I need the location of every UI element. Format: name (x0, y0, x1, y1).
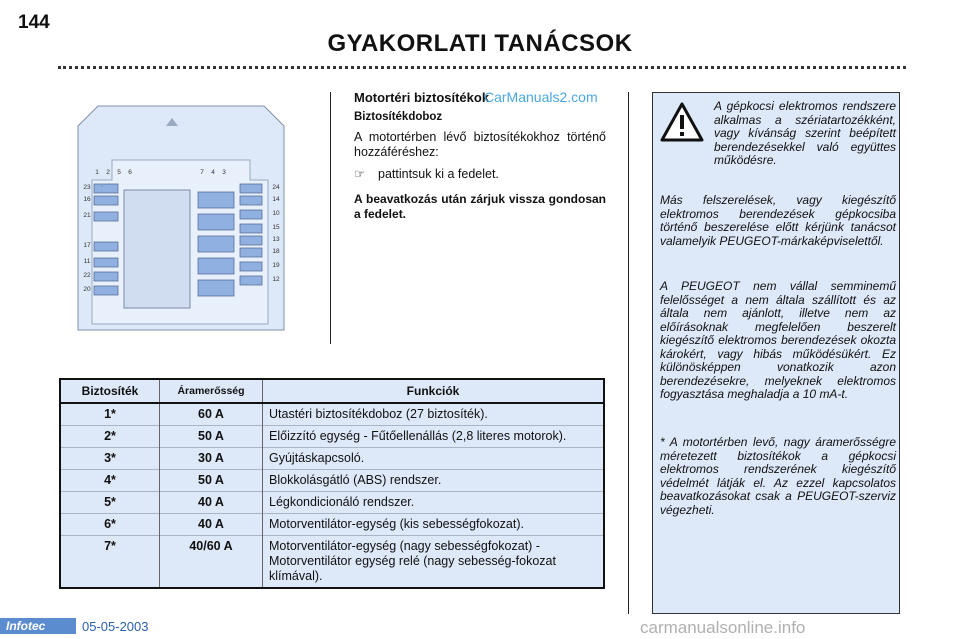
function-cell: Előizzító egység - Fűtőellenállás (2,8 literes motorok). (263, 426, 605, 448)
pointing-hand-icon: ☞ (354, 167, 366, 181)
fuse-number-left: 23 (83, 184, 91, 191)
fuse-right (240, 210, 262, 219)
fuse-number-left: 17 (83, 242, 91, 249)
section-heading: Motortéri biztosítékok (354, 90, 490, 105)
current-cell: 40 A (160, 514, 263, 536)
fuse-right (240, 248, 262, 257)
fuse-right (240, 224, 262, 233)
table-row (60, 536, 604, 589)
page-title: GYAKORLATI TANÁCSOK (327, 30, 633, 57)
table-row (60, 448, 604, 470)
fuse-left (94, 212, 118, 221)
step-item (354, 167, 606, 182)
fuse-number-left: 20 (83, 286, 91, 293)
warning-paragraph-2: Más felszerelések, vagy kiegészítő elektromos berendezések gépkocsiba történő beszerelése előtt kérjünk tanácsot valamelyik PEUGEOT-márkaképviselettől. (660, 193, 896, 248)
table-row (60, 403, 604, 426)
fuse-number-left: 16 (83, 196, 91, 203)
column-divider-right (628, 92, 629, 614)
fuse-cell: 7* (60, 536, 160, 589)
fuse-number-right: 12 (272, 276, 280, 283)
fuse-number-top: 1 (95, 169, 99, 176)
closing-note: A beavatkozás után zárjuk vissza gondosan a fedelet. (354, 192, 606, 221)
fuse-left (94, 272, 118, 281)
fuse-number-right: 13 (272, 236, 280, 243)
function-cell: Motorventilátor-egység (nagy sebességfokozat) - Motorventilátor egység relé (nagy sebesség-fokozat klímával). (263, 536, 605, 589)
current-cell: 30 A (160, 448, 263, 470)
table-row (60, 470, 604, 492)
fuse-right (240, 236, 262, 245)
fuse-cell: 6* (60, 514, 160, 536)
page-number: 144 (18, 12, 50, 33)
fuse-number-top: 2 (106, 169, 110, 176)
current-cell: 40/60 A (160, 536, 263, 589)
column-divider-left (330, 92, 331, 344)
fuse-right (240, 184, 262, 193)
header-current: Áramerősség (160, 379, 263, 403)
fuse-number-right: 14 (272, 196, 280, 203)
maxi-fuse (198, 236, 234, 252)
fuse-cell: 4* (60, 470, 160, 492)
main-fuse-block (124, 190, 190, 308)
current-cell: 50 A (160, 470, 263, 492)
fuse-right (240, 276, 262, 285)
fuse-number-top: 4 (211, 169, 215, 176)
dotted-rule (58, 66, 906, 69)
step-text: pattintsuk ki a fedelet. (378, 167, 499, 181)
fuse-number-top: 7 (200, 169, 204, 176)
infotec-logo: Infotec (0, 618, 76, 634)
footer-date: 05-05-2003 (82, 619, 149, 634)
fuse-cell: 5* (60, 492, 160, 514)
maxi-fuse (198, 258, 234, 274)
warning-paragraph-4: * A motortérben levő, nagy áramerősségre méretezett biztosítékok a gépkocsi elektromos rendszerének kiegészítő védelmét látják el. Az ezzel kapcsolatos beavatkozásokat csak a PEUGEOT-szerviz végezheti. (660, 435, 896, 517)
maxi-fuse (198, 280, 234, 296)
fuse-left (94, 242, 118, 251)
maxi-fuse (198, 214, 234, 230)
fuse-left (94, 196, 118, 205)
fuse-number-left: 22 (83, 272, 91, 279)
function-cell: Légkondicionáló rendszer. (263, 492, 605, 514)
warning-paragraph-3: A PEUGEOT nem vállal semminemű felelősséget a nem általa szállított és az általa nem ajánlott, illetve nem az előírásoknak megfelelően beszerelt kiegészítő elektromos berendezések okozta károkért, vagy hibás működésükért. Ez különösképpen vonatkozik azon berendezésekre, melyeknek elektromos fogyasztása meghaladja a 10 mA-t. (660, 279, 896, 401)
fuse-number-right: 10 (272, 210, 280, 217)
fuse-number-top: 5 (117, 169, 121, 176)
header-function: Funkciók (263, 379, 605, 403)
fuse-number-right: 18 (272, 248, 280, 255)
fuse-number-right: 24 (272, 184, 280, 191)
fuse-number-right: 19 (272, 262, 280, 269)
fuse-cell: 2* (60, 426, 160, 448)
fuse-number-left: 21 (83, 212, 91, 219)
fuse-left (94, 286, 118, 295)
fuse-number-top: 3 (222, 169, 226, 176)
warning-paragraph-1: A gépkocsi elektromos rendszere alkalmas a szériatartozékként, vagy kívánság szerint beépített berendezésekkel való együttes működésre. (714, 99, 896, 167)
fuse-right (240, 196, 262, 205)
table-row (60, 492, 604, 514)
current-cell: 50 A (160, 426, 263, 448)
fuse-number-right: 15 (272, 224, 280, 231)
section-subheading: Biztosítékdoboz (354, 111, 443, 123)
function-cell: Gyújtáskapcsoló. (263, 448, 605, 470)
table-header-row (60, 379, 604, 403)
function-cell: Motorventilátor-egység (kis sebességfokozat). (263, 514, 605, 536)
fuse-number-left: 11 (83, 258, 91, 265)
fuse-cell: 1* (60, 403, 160, 426)
current-cell: 60 A (160, 403, 263, 426)
fusebox-diagram (72, 96, 290, 334)
fuse-cell: 3* (60, 448, 160, 470)
header-fuse: Biztosíték (60, 379, 160, 403)
fuse-left (94, 258, 118, 267)
watermark-top: CarManuals2.com (484, 89, 598, 105)
fuse-number-top: 6 (128, 169, 132, 176)
current-cell: 40 A (160, 492, 263, 514)
fuse-right (240, 262, 262, 271)
function-cell: Utastéri biztosítékdoboz (27 biztosíték). (263, 403, 605, 426)
table-row (60, 426, 604, 448)
function-cell: Blokkolásgátló (ABS) rendszer. (263, 470, 605, 492)
watermark-bottom: carmanualsonline.info (640, 618, 806, 637)
access-text: A motortérben lévő biztosítékokhoz történő hozzáféréshez: (354, 130, 606, 159)
fuse-table (59, 378, 605, 589)
fuse-left (94, 184, 118, 193)
table-row (60, 514, 604, 536)
maxi-fuse (198, 192, 234, 208)
